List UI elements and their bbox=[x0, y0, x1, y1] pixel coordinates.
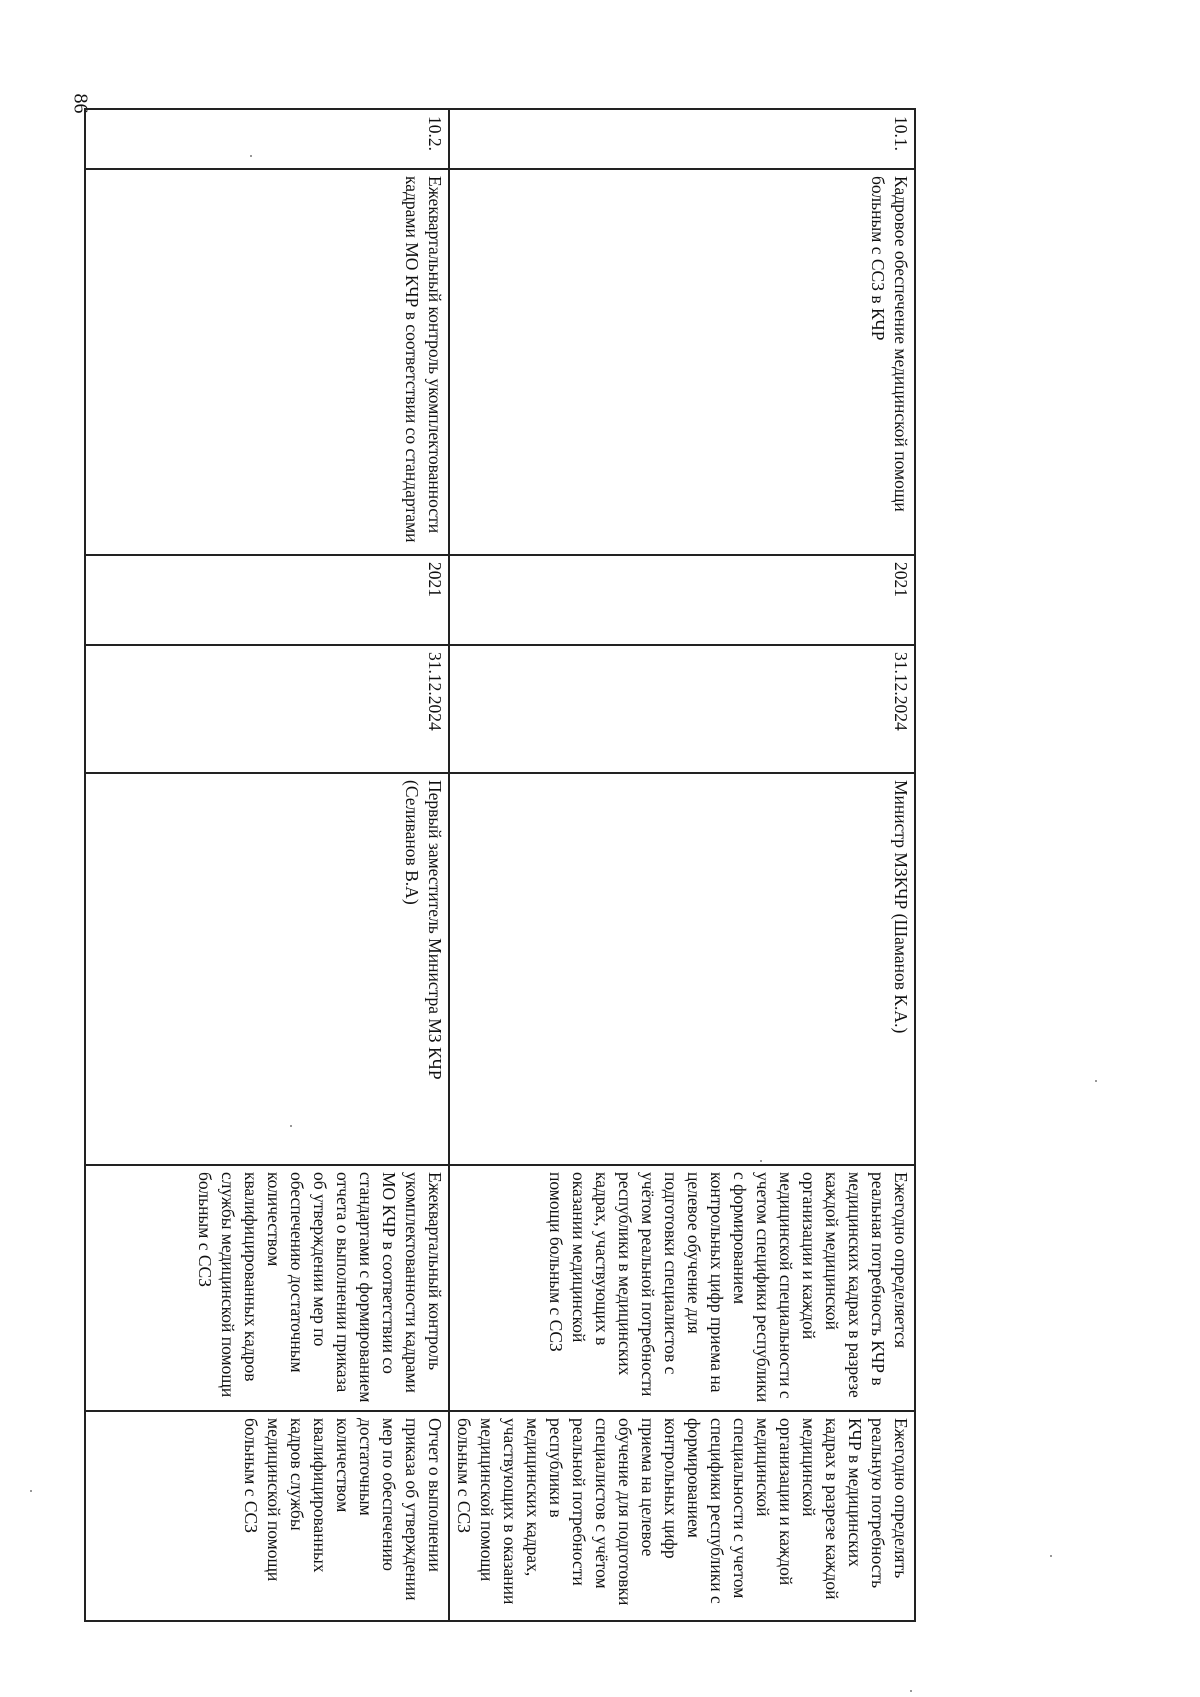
plan-table bbox=[84, 108, 916, 1622]
activity-cell: Ежеквартальный контроль укомплектованности кадрами МО КЧР в соответствии со стандартами bbox=[85, 169, 449, 555]
start-year-cell: 2021 bbox=[449, 555, 915, 645]
scan-speck bbox=[760, 1160, 762, 1162]
scan-speck bbox=[1050, 1555, 1052, 1557]
indicator-cell: Отчет о выполнении приказа об утверждении мер по обеспечению достаточным количеством квалифицированных кадров службы медицинской помощи больным с ССЗ bbox=[85, 1411, 449, 1621]
row-number: 10.2. bbox=[85, 109, 449, 169]
scan-speck bbox=[910, 1690, 912, 1692]
rotated-table-wrapper bbox=[114, 108, 916, 1620]
result-cell: Ежегодно определяется реальная потребность КЧР в медицинских кадрах в разрезе каждой медицинской организации и каждой медицинской специальности с учетом специфики республики с формированием контрольных цифр приема на целевое обучение для подготовки специалистов с учётом реальной потребности республики в медицинских кадрах, участвующих в оказании медицинской помощи больным с ССЗ bbox=[449, 1165, 915, 1411]
table-row bbox=[449, 109, 915, 1621]
activity-cell: Кадровое обеспечение медицинской помощи больным с ССЗ в КЧР bbox=[449, 169, 915, 555]
end-date-cell: 31.12.2024 bbox=[85, 645, 449, 773]
start-year-cell: 2021 bbox=[85, 555, 449, 645]
end-date-cell: 31.12.2024 bbox=[449, 645, 915, 773]
responsible-cell: Первый заместитель Министра МЗ КЧР (Селиванов В.А) bbox=[85, 773, 449, 1165]
scan-speck bbox=[250, 155, 252, 157]
row-number: 10.1. bbox=[449, 109, 915, 169]
scan-speck bbox=[290, 1125, 292, 1127]
responsible-cell: Министр МЗКЧР (Шаманов К.А.) bbox=[449, 773, 915, 1165]
result-cell: Ежеквартальный контроль укомплектованности кадрами МО КЧР в соответствии со стандартами с формированием отчета о выполнении приказа об утверждении мер по обеспечению достаточным количеством квалифицированных кадров службы медицинской помощи больным с ССЗ bbox=[85, 1165, 449, 1411]
scan-speck bbox=[1095, 1080, 1097, 1082]
page-number: 86 bbox=[69, 93, 92, 114]
indicator-cell: Ежегодно определять реальную потребность КЧР в медицинских кадрах в разрезе каждой медицинской организации и каждой медицинской специальности с учетом специфики республики с формированием контрольных цифр приема на целевое обучение для подготовки специалистов с учётом реальной потребности республики в медицинских кадрах, участвующих в оказании медицинской помощи больным с ССЗ bbox=[449, 1411, 915, 1621]
table-row bbox=[85, 109, 449, 1621]
scan-speck bbox=[30, 1490, 32, 1492]
